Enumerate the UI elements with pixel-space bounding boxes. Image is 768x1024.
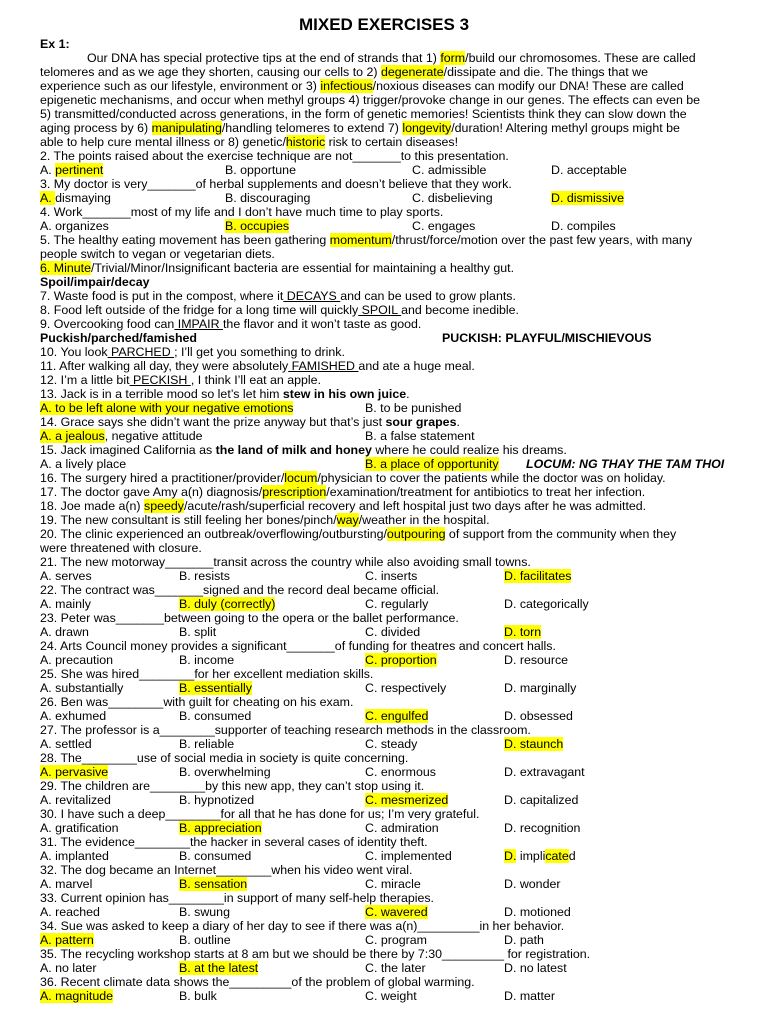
answer-highlight: A. pervasive <box>40 765 109 779</box>
answer-highlight: D. staunch <box>504 737 564 751</box>
answer-highlight: A. magnitude <box>40 989 114 1003</box>
answer-highlight: speedy <box>144 499 184 513</box>
mcq-stem: 35. The recycling workshop starts at 8 am but we should be there by 7:30_________ for registration. <box>40 947 591 961</box>
mcq-option-b: B. outline <box>179 933 231 947</box>
answer-highlight: B. appreciation <box>179 821 262 835</box>
question-14-stem: 14. Grace says she didn’t want the prize anyway but that’s just sour grapes. <box>40 415 460 429</box>
mcq-stem: 34. Sue was asked to keep a diary of her day to see if there was a(n)_________in her behavior. <box>40 919 565 933</box>
mcq-option-a: A. exhumed <box>40 709 107 723</box>
mcq-stem: 21. The new motorway_______transit across the country while also avoiding small towns. <box>40 555 531 569</box>
mcq-option-c: C. respectively <box>365 681 447 695</box>
mcq-option-a: A. implanted <box>40 849 109 863</box>
question-17: 17. The doctor gave Amy a(n) diagnosis/prescription/examination/treatment for antibiotics to treat her infection. <box>40 485 646 499</box>
mcq-option-b: B. consumed <box>179 709 252 723</box>
answer-highlight: momentum <box>329 233 392 247</box>
mcq-option-c: C. program <box>365 933 427 947</box>
mcq-option-a: A. gratification <box>40 821 119 835</box>
question-20-line-1: 20. The clinic experienced an outbreak/overflowing/outbursting/outpouring of support from the community when they <box>40 527 677 541</box>
mcq-option-b: B. income <box>179 653 235 667</box>
mcq-stem: 26. Ben was________with guilt for cheating on his exam. <box>40 695 354 709</box>
mcq-option-d: D. recognition <box>504 821 581 835</box>
mcq-option-b: B. hypnotized <box>179 793 255 807</box>
mcq-option-d: D. categorically <box>504 597 589 611</box>
answer-highlight: cate <box>545 849 569 863</box>
mcq-option-b: B. consumed <box>179 849 252 863</box>
section-heading-spoil: Spoil/impair/decay <box>40 275 150 289</box>
answer-highlight: C. proportion <box>365 653 437 667</box>
mcq-option-a: A. precaution <box>40 653 114 667</box>
answer-highlight: C. engulfed <box>365 709 429 723</box>
para-line-5: 5) transmitted/conducted across generations, in the form of genetic memories! Scientists think they can slow down the <box>40 107 687 121</box>
mcq-option-c: C. steady <box>365 737 418 751</box>
mcq-option-d: D. implicated <box>504 849 576 863</box>
mcq-option-c: C. miracle <box>365 877 421 891</box>
question-18: 18. Joe made a(n) speedy/acute/rash/superficial recovery and left hospital just two days after he was admitted. <box>40 499 647 513</box>
question-3-stem: 3. My doctor is very_______of herbal supplements and doesn’t believe that they work. <box>40 177 512 191</box>
answer-highlight: form <box>440 51 466 65</box>
mcq-option-d: D. extravagant <box>504 765 585 779</box>
answer-highlight: B. at the latest <box>179 961 259 975</box>
mcq-stem: 33. Current opinion has________in support of many self-help therapies. <box>40 891 435 905</box>
mcq-option-b: B. overwhelming <box>179 765 271 779</box>
question-5-line-1: 5. The healthy eating movement has been gathering momentum/thrust/force/motion over the past few years, with many <box>40 233 693 247</box>
mcq-option-a: A. substantially <box>40 681 124 695</box>
para-line-7: able to help cure mental illness or 8) genetic/historic risk to certain diseases! <box>40 135 459 149</box>
mcq-stem: 29. The children are________by this new app, they can’t stop using it. <box>40 779 425 793</box>
answer-highlight: B. sensation <box>179 877 248 891</box>
mcq-option-a: A. no later <box>40 961 97 975</box>
mcq-stem: 31. The evidence________the hacker in several cases of identity theft. <box>40 835 428 849</box>
mcq-option-a: A. marvel <box>40 877 93 891</box>
answer-highlight: manipulating <box>151 121 222 135</box>
question-5-line-2: people switch to vegan or vegetarian diets. <box>40 247 275 261</box>
mcq-option-c: C. regularly <box>365 597 429 611</box>
answer-highlight: A. pattern <box>40 933 94 947</box>
mcq-option-d: D. obsessed <box>504 709 573 723</box>
para-line-3: experience such as our lifestyle, environment or 3) infectious/noxious diseases can modify our DNA! These are called <box>40 79 684 93</box>
question-8: 8. Food left outside of the fridge for a long time will quickly SPOIL and become inedible. <box>40 303 519 317</box>
mcq-option-a: A. mainly <box>40 597 91 611</box>
mcq-option-c: C. enormous <box>365 765 436 779</box>
question-7: 7. Waste food is put in the compost, where it DECAYS and can be used to grow plants. <box>40 289 516 303</box>
question-16: 16. The surgery hired a practitioner/provider/locum/physician to cover the patients while the doctor was on holiday. <box>40 471 666 485</box>
mcq-option-b: B. reliable <box>179 737 235 751</box>
mcq-option-d: D. capitalized <box>504 793 579 807</box>
question-9: 9. Overcooking food can IMPAIR the flavor and it won’t taste as good. <box>40 317 422 331</box>
question-12: 12. I’m a little bit PECKISH , I think I’ll eat an apple. <box>40 373 322 387</box>
para-line-4: epigenetic mechanisms, and occur when methyl groups 4) trigger/provoke change in our genes. The effects can even be <box>40 93 701 107</box>
answer-highlight: C. mesmerized <box>365 793 449 807</box>
question-11: 11. After walking all day, they were absolutely FAMISHED and ate a huge meal. <box>40 359 475 373</box>
answer-highlight: D. <box>504 849 517 863</box>
answer-highlight: locum <box>284 471 318 485</box>
worksheet-page: MIXED EXERCISES 3 Ex 1: Our DNA has special protective tips at the end of strands that 1) form/build our chromosomes. These are called telomeres and as we age they shorten, causing our cells to 2) degenerate/dissipate and die. The things that we experience such as our lifestyle, environment or 3) infectious/noxious diseases can modify our DNA! These are called epigenetic mechanisms, and occur when methyl groups 4) trigger/provoke change in our genes. The effects can even be 5) transmitted/conducted across generations, in the form of genetic memories! Scientists think they can slow down the aging process by 6) manipulating/handling telomeres to extend 7) longevity/duration! Altering methyl groups might be able to help cure mental illness or 8) genetic/historic risk to certain diseases! 2. The points raised about the exercise technique are not_______to this presentation. A. pertinent B. opportune C. admissible D. acceptable 3. My doctor is very_______of herbal supplements and doesn’t believe that they work. A. dismaying B. discouraging C. disbelieving D. dismissive 4. Work_______most of my life and I don’t have much time to play sports. A. organizes B. occupies C. engages D. compiles 5. The healthy eating movement has been gathering momentum/thrust/force/motion over the past few years, with many people switch to vegan or vegetarian diets. 6. Minute/Trivial/Minor/Insignificant bacteria are essential for maintaining a healthy gut. Spoil/impair/decay 7. Waste food is put in the compost, where it DECAYS and can be used to grow plants. 8. Food left outside of the fridge for a long time will quickly SPOIL and become inedible. 9. Overcooking food can IMPAIR the flavor and it won’t taste as good. Puckish/parched/famished PUCKISH: PLAYFUL/MISCHIEVOUS 10. You look PARCHED ; I’ll get you something to drink. 11. After walking all day, they were absolutely FAMISHED and ate a huge meal. 12. I’m a little bit PECKISH , I think I’ll eat an apple. 13. Jack is in a terrible mood so let’s let him stew in his own juice. A. to be left alone with your negative emotions B. to be punished 14. Grace says she didn’t want the prize anyway but that’s just sour grapes. A. a jealous, negative attitude B. a false statement 15. Jack imagined California as the land of milk and honey where he could realize his dreams. A. a lively place B. a place of opportunity LOCUM: NG THAY THE TAM THOI 16. The surgery hired a practitioner/provider/locum/physician to cover the patients while the doctor was on holiday. 17. The doctor gave Amy a(n) diagnosis/prescription/examination/treatment for antibiotics to treat her infection. 18. Joe made a(n) speedy/acute/rash/superficial recovery and left hospital just two days after he was admitted. 19. The new consultant is still feeling her bones/pinch/way/weather in the hospital. 20. The clinic experienced an outbreak/overflowing/outbursting/outpouring of support from the community when they were threatened with closure. 21. The new motorway_______transit across the country while also avoiding small towns. A. serves B. resists C. inserts D. facilitates 22. The contract was_______signed and the record deal became official. A. mainly B. duly (correctly) C. regularly D. categorically 23. Peter was_______between going to the opera or the ballet performance. A. drawn B. split C. divided D. torn 24. Arts Council money provides a significant_______of funding for theatres and concert halls. A. precaution B. income C. proportion D. resource 25. She was hired________for her excellent mediation skills. A. substantially B. essentially C. respectively D. marginally 26. Ben was________with guilt for cheating on his exam. A. exhumed B. consumed C. engulfed D. obsessed 27. The professor is a________supporter of teaching research methods in the classroom. A. settled B. reliable C. steady D. staunch 28. The________use of social media in society is quite concerning. A. pervasive B. overwhelming C. enormous D. extravagant 29. The children are________by this new app, they can’t stop using it. A. revitalized B. hypnotized C. mesmerized D. capitalized 30. I have such a deep________for all that he has done for us; I’m very grateful. A. gratification B. appreciation C. admiration D. recognition 31. The evidence________the hacker in several cases of identity theft. A. implanted B. consumed C. implemented D. implicated 32. The dog became an Internet________when his video went viral. A. marvel B. sensation C. miracle D. wonder 33. Current opinion has________in support of many self-help therapies. A. reached B. swung C. wavered D. motioned 34. Sue was asked to keep a diary of her day to see if there was a(n)_________in her behavior. A. pattern B. outline C. program D. path 35. The recycling workshop starts at 8 am but we should be there by 7:30_________ for registration. A. no later B. at the latest C. the later D. no latest 36. Recent climate data shows the_________of the problem of global warming. A. magnitude B. bulk C. weight D. matter <box>0 0 768 1024</box>
answer-highlight: A. to be left alone with your negative emotions <box>40 401 294 415</box>
locum-note: LOCUM: NG THAY THE TAM THOI <box>526 457 725 471</box>
question-20-line-2: were threatened with closure. <box>40 541 202 555</box>
mcq-option-b: B. bulk <box>179 989 217 1003</box>
ex1-label: Ex 1: <box>40 37 70 51</box>
mcq-option-c: C. the later <box>365 961 426 975</box>
mcq-option-d: D. matter <box>504 989 555 1003</box>
answer-highlight: D. dismissive <box>551 191 624 205</box>
answer-highlight: A. a jealous <box>40 429 105 443</box>
answer-highlight: infectious <box>320 79 373 93</box>
mcq-option-b: B. swung <box>179 905 230 919</box>
answer-highlight: D. torn <box>504 625 542 639</box>
mcq-option-a: A. reached <box>40 905 100 919</box>
answer-highlight: B. duly (correctly) <box>179 597 276 611</box>
para-line-1: Our DNA has special protective tips at the end of strands that 1) form/build our chromosomes. These are called <box>87 51 696 65</box>
question-2-stem: 2. The points raised about the exercise technique are not_______to this presentation. <box>40 149 509 163</box>
answer-highlight: longevity <box>402 121 452 135</box>
mcq-option-a: A. settled <box>40 737 92 751</box>
mcq-option-c: C. admiration <box>365 821 439 835</box>
answer-highlight: degenerate <box>380 65 444 79</box>
question-10: 10. You look PARCHED ; I’ll get you something to drink. <box>40 345 345 359</box>
mcq-option-a: A. serves <box>40 569 92 583</box>
question-19: 19. The new consultant is still feeling her bones/pinch/way/weather in the hospital. <box>40 513 490 527</box>
mcq-stem: 30. I have such a deep________for all that he has done for us; I’m very grateful. <box>40 807 480 821</box>
mcq-stem: 24. Arts Council money provides a significant_______of funding for theatres and concert halls. <box>40 639 556 653</box>
mcq-option-a: A. drawn <box>40 625 89 639</box>
para-line-2: telomeres and as we age they shorten, causing our cells to 2) degenerate/dissipate and die. The things that we <box>40 65 648 79</box>
answer-highlight: outpouring <box>386 527 446 541</box>
answer-highlight: 6. Minute <box>40 261 91 275</box>
mcq-option-c: C. weight <box>365 989 417 1003</box>
answer-highlight: way <box>336 513 359 527</box>
mcq-stem: 27. The professor is a________supporter of teaching research methods in the classroom. <box>40 723 531 737</box>
mcq-option-d: D. resource <box>504 653 569 667</box>
para-line-6: aging process by 6) manipulating/handling telomeres to extend 7) longevity/duration! Altering methyl groups might be <box>40 121 680 135</box>
mcq-option-c: C. implemented <box>365 849 452 863</box>
question-4-stem: 4. Work_______most of my life and I don’t have much time to play sports. <box>40 205 444 219</box>
section-heading-puckish: Puckish/parched/famished PUCKISH: PLAYFUL/MISCHIEVOUS <box>40 331 652 345</box>
answer-highlight: pertinent <box>55 163 104 177</box>
mcq-option-c: C. divided <box>365 625 421 639</box>
question-6: 6. Minute/Trivial/Minor/Insignificant bacteria are essential for maintaining a healthy gut. <box>40 261 515 275</box>
question-13-stem: 13. Jack is in a terrible mood so let’s let him stew in his own juice. <box>40 387 410 401</box>
mcq-option-c: C. inserts <box>365 569 418 583</box>
mcq-stem: 32. The dog became an Internet________when his video went viral. <box>40 863 413 877</box>
answer-highlight: C. wavered <box>365 905 428 919</box>
mcq-option-d: D. no latest <box>504 961 567 975</box>
puckish-note: PUCKISH: PLAYFUL/MISCHIEVOUS <box>442 331 652 345</box>
page-title: MIXED EXERCISES 3 <box>298 15 470 34</box>
answer-highlight: B. occupies <box>225 219 290 233</box>
mcq-option-a: A. revitalized <box>40 793 111 807</box>
mcq-option-d: D. wonder <box>504 877 561 891</box>
answer-highlight: historic <box>285 135 326 149</box>
mcq-stem: 36. Recent climate data shows the_________of the problem of global warming. <box>40 975 475 989</box>
question-15-stem: 15. Jack imagined California as the land of milk and honey where he could realize his dreams. <box>40 443 567 457</box>
mcq-option-d: D. motioned <box>504 905 571 919</box>
mcq-option-b: B. resists <box>179 569 230 583</box>
mcq-option-d: D. path <box>504 933 544 947</box>
mcq-stem: 22. The contract was_______signed and the record deal became official. <box>40 583 440 597</box>
mcq-option-b: B. split <box>179 625 217 639</box>
mcq-stem: 28. The________use of social media in society is quite concerning. <box>40 751 409 765</box>
answer-highlight: D. facilitates <box>504 569 572 583</box>
mcq-option-d: D. marginally <box>504 681 577 695</box>
answer-highlight: B. essentially <box>179 681 253 695</box>
mcq-stem: 23. Peter was_______between going to the opera or the ballet performance. <box>40 611 459 625</box>
answer-highlight: B. a place of opportunity <box>365 457 499 471</box>
answer-highlight: prescription <box>262 485 327 499</box>
mcq-stem: 25. She was hired________for her excellent mediation skills. <box>40 667 374 681</box>
